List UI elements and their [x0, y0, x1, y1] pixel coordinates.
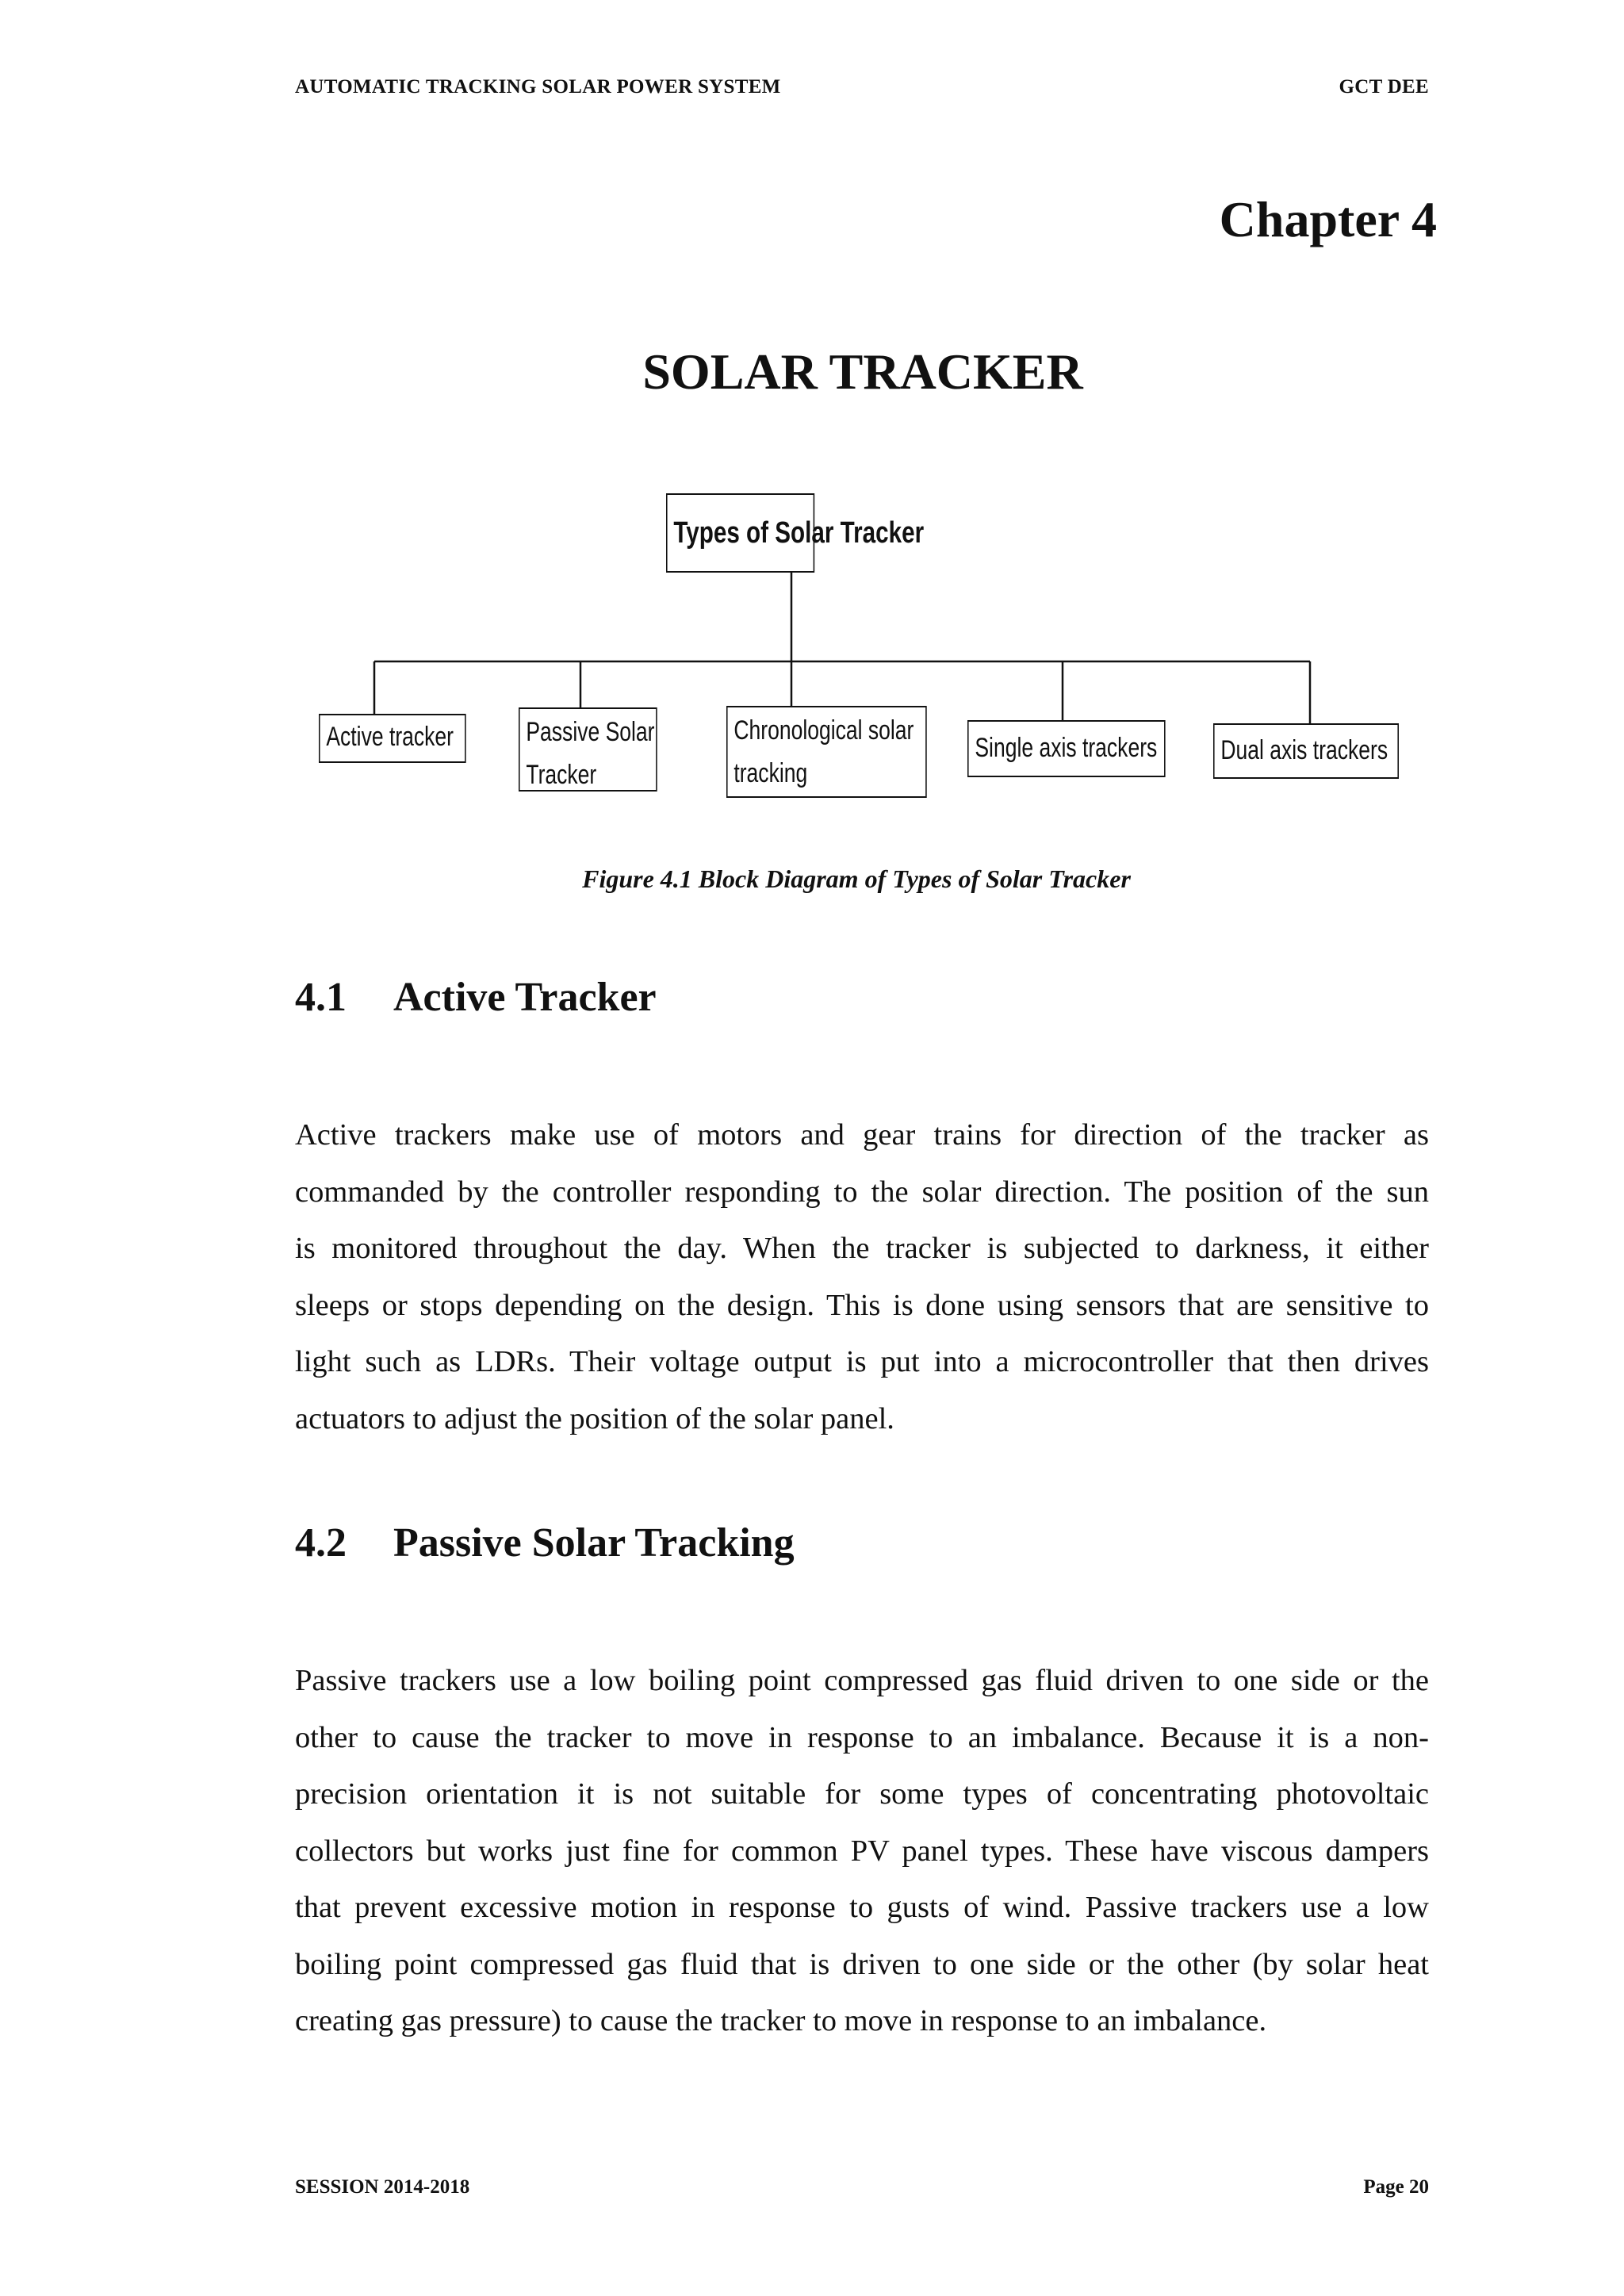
section-number: 4.2 — [295, 1520, 347, 1566]
text-line: precision orientation it is not suitable for some types of concentrating photovoltaic — [295, 1777, 1429, 1811]
text-line: collectors but works just fine for common PV panel types. These have viscous dampers — [295, 1834, 1429, 1868]
diagram-connectors — [0, 0, 1624, 872]
text-line: Active trackers make use of motors and gear trains for direction of the tracker as — [295, 1118, 1429, 1152]
section-title: Passive Solar Tracking — [393, 1520, 795, 1566]
chapter-title: SOLAR TRACKER — [642, 343, 1083, 400]
text-line: that prevent excessive motion in response to gusts of wind. Passive trackers use a low — [295, 1891, 1429, 1924]
running-footer — [295, 2176, 1429, 2198]
diagram-node-label: Single axis trackers — [975, 733, 1158, 763]
diagram-root-box — [666, 493, 925, 573]
running-header — [295, 76, 1429, 98]
diagram-node-label: Active tracker — [326, 722, 454, 752]
section-number: 4.1 — [295, 975, 347, 1020]
text-line: other to cause the tracker to move in response to an imbalance. Because it is a non- — [295, 1720, 1429, 1754]
footer-session: SESSION 2014-2018 — [295, 2176, 470, 2198]
paragraph-passive-tracking — [295, 1653, 1429, 2050]
diagram-node-passive — [519, 707, 657, 792]
diagram-node-label: Passive Solar — [526, 717, 655, 747]
section-heading-4-2 — [295, 1520, 795, 1566]
header-title: AUTOMATIC TRACKING SOLAR POWER SYSTEM — [295, 76, 781, 98]
text-line: Passive trackers use a low boiling point compressed gas fluid driven to one side or the — [295, 1664, 1429, 1697]
paragraph-active-tracker — [295, 1107, 1429, 1447]
diagram-node-label-line2: Tracker — [526, 760, 597, 790]
text-line: light such as LDRs. Their voltage output is put into a microcontroller that then drives — [295, 1345, 1429, 1378]
diagram-node-chronological — [726, 706, 927, 798]
text-line: sleeps or stops depending on the design. This is done using sensors that are sensitive to — [295, 1288, 1429, 1322]
header-department: GCT DEE — [1339, 76, 1429, 98]
text-line: commanded by the controller responding to the solar direction. The position of the sun — [295, 1175, 1429, 1209]
text-line: actuators to adjust the position of the solar panel. — [295, 1401, 894, 1435]
diagram-root-label: Types of Solar Tracker — [673, 516, 925, 550]
section-heading-4-1 — [295, 974, 657, 1021]
section-title: Active Tracker — [393, 975, 657, 1020]
page-number: Page 20 — [1363, 2176, 1429, 2198]
diagram-node-single-axis — [967, 720, 1166, 777]
diagram-node-dual-axis — [1213, 723, 1399, 779]
text-line: creating gas pressure) to cause the tracker to move in response to an imbalance. — [295, 2004, 1267, 2037]
diagram-node-label: Dual axis trackers — [1220, 735, 1388, 765]
diagram-node-label: Chronological solar — [733, 715, 914, 746]
diagram-node-label-line2: tracking — [733, 758, 808, 788]
figure-caption: Figure 4.1 Block Diagram of Types of Solar Tracker — [582, 864, 1131, 893]
chapter-label: Chapter 4 — [1219, 191, 1437, 247]
diagram-node-active — [319, 714, 466, 763]
text-line: boiling point compressed gas fluid that is driven to one side or the other (by solar heat — [295, 1947, 1429, 1981]
text-line: is monitored throughout the day. When the tracker is subjected to darkness, it either — [295, 1232, 1429, 1265]
